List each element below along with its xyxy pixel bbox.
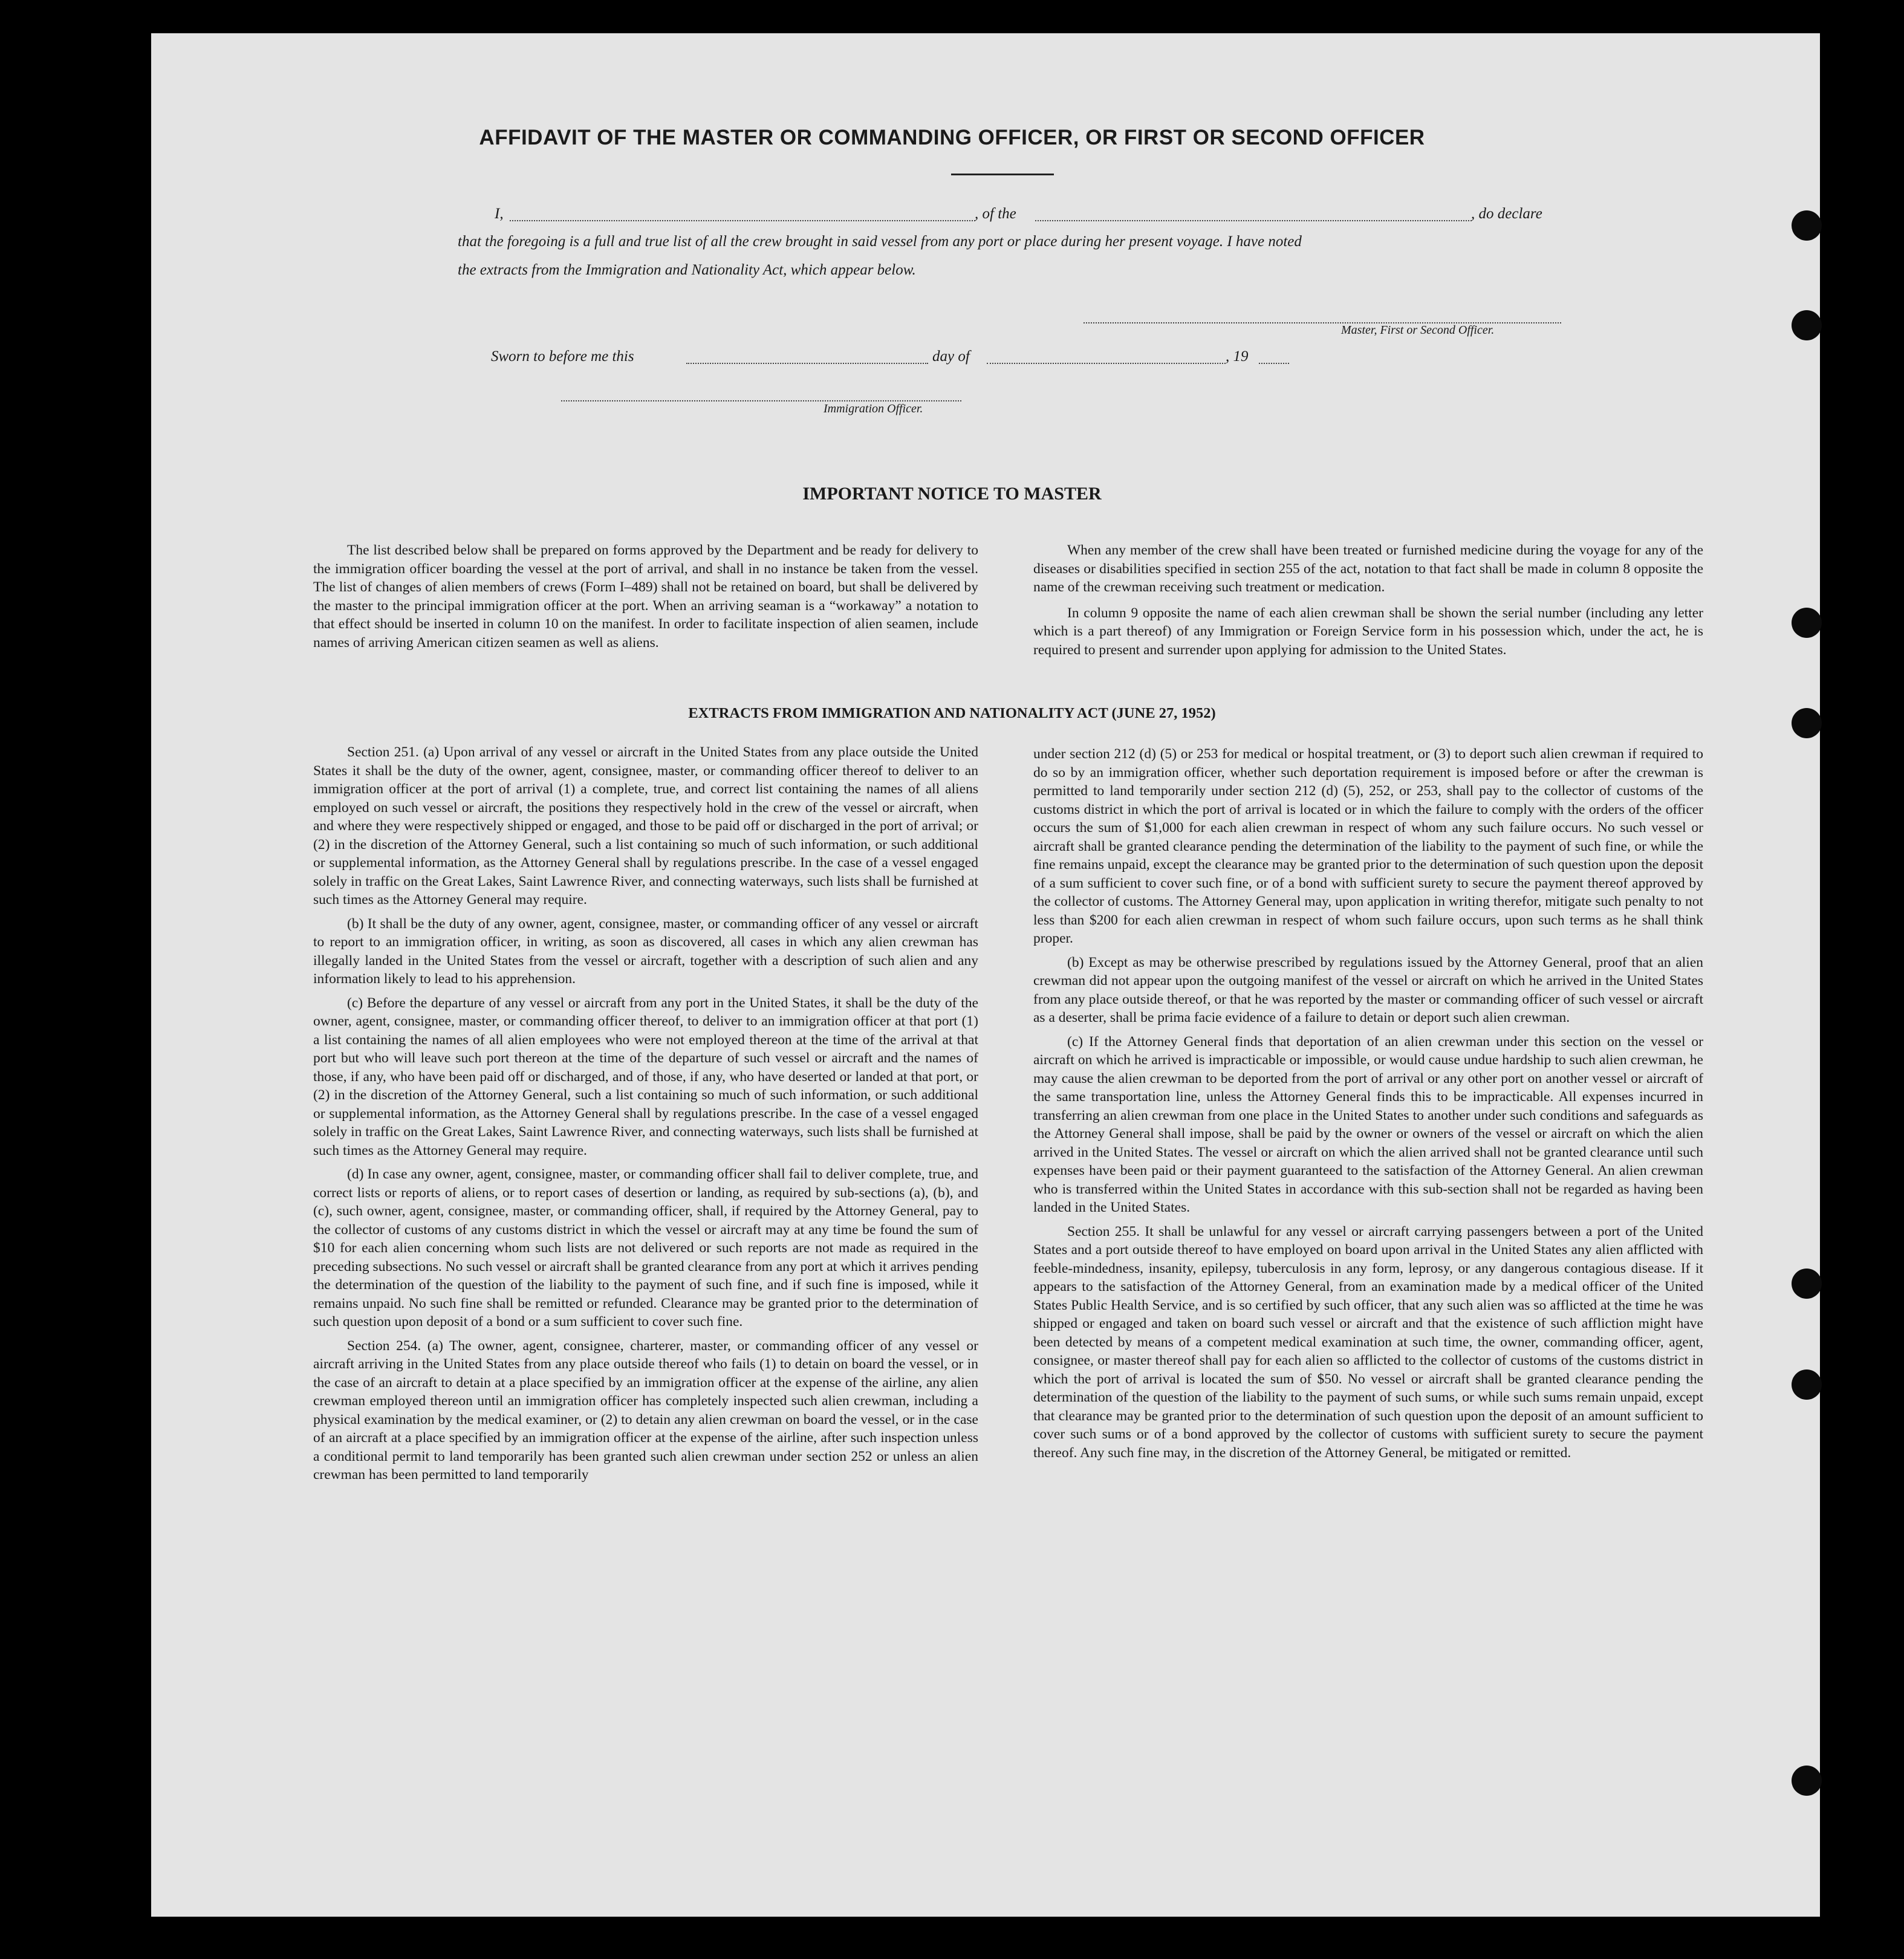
form-title: AFFIDAVIT OF THE MASTER OR COMMANDING OFFICER, OR FIRST OR SECOND OFFICER bbox=[479, 126, 1425, 149]
day-of-label: day of bbox=[932, 348, 970, 365]
punch-hole-7 bbox=[1792, 1766, 1822, 1796]
vessel-name-field[interactable] bbox=[1035, 220, 1472, 221]
notice-left-column bbox=[313, 541, 978, 652]
section-254-c: (c) If the Attorney General finds that deportation of an alien crewman under this section on the vessel or aircraft on which he arrived is impracticable or impossible, or would cause undue hardship to such alien crewman, he may cause the alien crewman to be deported from the port of arrival or any other port on another vessel or aircraft of the same transportation line, unless the Attorney General finds this to be impracticable. All expenses incurred in transferring an alien crewman from one place in the United States to another under such conditions and safeguards as the Attorney General shall impose, shall be paid by the owner or owners of the vessel or aircraft on which the alien arrived in the United States. The vessel or aircraft on which the alien arrived shall not be granted clearance until such expenses have been paid or their payment guaranteed to the satisfaction of the Attorney General. An alien crewman who is transferred within the United States in accordance with this sub-section shall not be regarded as having been landed in the United States. bbox=[1033, 1033, 1703, 1215]
sworn-month-field[interactable] bbox=[987, 363, 1226, 364]
declaration-statement-line-2: the extracts from the Immigration and Nationality Act, which appear below. bbox=[458, 262, 916, 278]
notice-right-paragraph-1: When any member of the crew shall have been treated or furnished medicine during the voyage for any of the diseases or disabilities specified in section 255 of the act, notation to that fact shall be made in column 8 opposite the name of the crewman receiving such treatment or medication. bbox=[1033, 542, 1703, 595]
declarant-name-field[interactable] bbox=[510, 220, 975, 221]
notice-right-paragraph-2: In column 9 opposite the name of each alien crewman shall be shown the serial number (including any letter which is a part thereof) of any Immigration or Foreign Service form in his possession which, under the act, he is required to present and surrender upon applying for admission to the United States. bbox=[1033, 605, 1703, 658]
section-255: Section 255. It shall be unlawful for any vessel or aircraft carrying passengers between a port of the United States and a port outside thereof to have employed on board upon arrival in the United States any alien afflicted with feeble-mindedness, insanity, epilepsy, tuberculosis in any form, leprosy, or any dangerous contagious disease. If it appears to the satisfaction of the Attorney General, from an examination made by a medical officer of the United States Public Health Service, and is so certified by such officer, that any such alien was so afflicted at the time he was shipped or engaged and taken on board such vessel or aircraft and that the existence of such affliction might have been detected by means of a competent medical examination at such time, the owner, commanding officer, agent, consignee, or master thereof shall pay for each alien so afflicted to the collector of customs of the customs district in which the port of arrival is located the sum of $50. No vessel or aircraft shall be granted clearance pending the determination of the question of the liability to the payment of such sums, or while such sums remain unpaid, except that clearance may be granted prior to the determination of such question upon the deposit of an amount sufficient to cover such sums or of a bond approved by the collector of customs with sufficient surety to secure the payment thereof. Any such fine may, in the discretion of the Attorney General, be mitigated or remitted. bbox=[1033, 1223, 1703, 1461]
officer-caption: Immigration Officer. bbox=[824, 402, 923, 415]
punch-hole-6 bbox=[1792, 1369, 1822, 1400]
master-caption: Master, First or Second Officer. bbox=[1341, 323, 1495, 337]
year-label: , 19 bbox=[1226, 348, 1249, 365]
notice-left-paragraph: The list described below shall be prepared on forms approved by the Department and be ready for delivery to the immigration officer boarding the vessel at the port of arrival, and shall in no instance be taken from the vessel. The list of changes of alien members of crews (Form I–489) shall not be retained on board, but shall be delivered by the master to the principal immigration officer at the port. When an arriving seaman is a “workaway” a notation to that effect should be inserted in column 10 on the manifest. In order to facilitate inspection of alien seamen, include names of arriving American citizen seamen as well as aliens. bbox=[313, 542, 978, 651]
punch-hole-2 bbox=[1792, 310, 1822, 340]
of-the-label: , of the bbox=[975, 206, 1016, 222]
sworn-label: Sworn to before me this bbox=[491, 348, 634, 365]
punch-hole-1 bbox=[1792, 210, 1822, 241]
sworn-day-field[interactable] bbox=[686, 363, 928, 364]
extracts-right-column bbox=[1033, 745, 1703, 1462]
notice-heading: IMPORTANT NOTICE TO MASTER bbox=[802, 484, 1102, 504]
section-251-d: (d) In case any owner, agent, consignee, master, or commanding officer shall fail to deliver complete, true, and correct lists or reports of aliens, or to report cases of desertion or landing, as required by sub-sections (a), (b), and (c), such owner, agent, consignee, master, or commanding officer, shall, if required by the Attorney General, pay to the collector of customs of any customs district in which the vessel or aircraft may at any time be found the sum of $10 for each alien concerning whom such lists are not delivered or such reports are not made as required in the preceding subsections. No such vessel or aircraft shall be granted clearance from any port at which it arrives pending the determination of the question of the liability to the payment of such fine, and if such fine is imposed, while it remains unpaid. No such fine shall be remitted or refunded. Clearance may be granted prior to the determination of such question upon deposit of a bond or a sum sufficient to cover such fine. bbox=[313, 1166, 978, 1330]
section-254-b: (b) Except as may be otherwise prescribed by regulations issued by the Attorney General, proof that an alien crewman did not appear upon the outgoing manifest of the vessel or aircraft on which he arrived in the United States from any place outside thereof, or that he was reported by the master or commanding officer of such vessel or aircraft as a deserter, shall be prima facie evidence of a failure to detain or deport such alien crewman. bbox=[1033, 954, 1703, 1025]
extracts-heading: EXTRACTS FROM IMMIGRATION AND NATIONALITY ACT (JUNE 27, 1952) bbox=[688, 705, 1216, 721]
officer-signature-field[interactable] bbox=[561, 400, 961, 401]
notice-right-column bbox=[1033, 541, 1703, 659]
sworn-year-field[interactable] bbox=[1259, 363, 1289, 364]
extracts-left-column bbox=[313, 743, 978, 1484]
section-254-a-continued: under section 212 (d) (5) or 253 for medical or hospital treatment, or (3) to deport such alien crewman if required to do so by an immigration officer, whether such deportation requirement is imposed before or after the crewman is permitted to land temporarily under section 212 (d) (5), 252, or 253, shall pay to the collector of customs of the customs district in which the port of arrival is located or in which the failure to comply with the orders of the officer occurs the sum of $1,000 for each alien crewman in respect of whom any such failure occurs. No such vessel or aircraft shall be granted clearance pending the determination of the liability to the payment of such fine, or while the fine remains unpaid, except the clearance may be granted prior to the determination of such question upon the deposit of a sum sufficient to cover such fine, or of a bond with sufficient surety to secure the payment thereof approved by the collector of customs. The Attorney General may, upon application in writing therefor, mitigate such penalty to not less than $200 for each alien crewman in respect of whom such failure occurs, upon such terms as he shall think proper. bbox=[1033, 746, 1703, 946]
declaration-statement-line-1: that the foregoing is a full and true list of all the crew brought in said vessel from any port or place during her present voyage. I have noted bbox=[458, 233, 1302, 250]
section-251-b: (b) It shall be the duty of any owner, agent, consignee, master, or commanding officer of any vessel or aircraft to report to an immigration officer, in writing, as soon as discovered, all cases in which any alien crewman has illegally landed in the United States from the vessel or aircraft, together with a description of such alien and any information likely to lead to his apprehension. bbox=[313, 915, 978, 987]
punch-hole-5 bbox=[1792, 1269, 1822, 1299]
section-251-c: (c) Before the departure of any vessel or aircraft from any port in the United States, it shall be the duty of the owner, agent, consignee, master, or commanding officer thereof, to deliver to an immigration officer at that port (1) a list containing the names of all alien employees who were not employed thereon at the time of the arrival at that port but who will leave such port thereon at the time of the departure of such vessel or aircraft and the names of those, if any, who have been paid off or discharged, and of those, if any, who have deserted or landed at that port, or (2) in the discretion of the Attorney General, such a list containing so much of such information, or such additional or supplemental information, as the Attorney General shall by regulations prescribe. In the case of a vessel engaged solely in traffic on the Great Lakes, Saint Lawrence River, and connecting waterways, such lists shall be furnished at such times as the Attorney General may require. bbox=[313, 995, 978, 1158]
section-254-a: Section 254. (a) The owner, agent, consignee, charterer, master, or commanding officer of any vessel or aircraft arriving in the United States from any place outside thereof who fails (1) to detain on board the vessel, or in the case of an aircraft to detain at a place specified by an immigration officer at the expense of the airline, any alien crewman employed thereon until an immigration officer has completely inspected such alien crewman, including a physical examination by the medical examiner, or (2) to detain any alien crewman on board the vessel, or in the case of an aircraft at a place specified by an immigration officer at the expense of the airline, after such inspection unless a conditional permit to land temporarily has been granted such alien crewman under section 252 or unless an alien crewman has been permitted to land temporarily bbox=[313, 1337, 978, 1483]
title-underline bbox=[951, 174, 1054, 175]
i-label: I, bbox=[495, 206, 504, 222]
section-251-a: Section 251. (a) Upon arrival of any vessel or aircraft in the United States from any place outside the United States it shall be the duty of the owner, agent, consignee, master, or commanding officer thereof to deliver to an immigration officer at the port of arrival (1) a complete, true, and correct list containing the names of all aliens employed on such vessel or aircraft, the positions they respectively hold in the crew of the vessel or aircraft, when and where they were respectively shipped or engaged, and those to be paid off or discharged in the port of arrival; or (2) in the discretion of the Attorney General, such a list containing so much of such information, or such additional or supplemental information, as the Attorney General shall by regulations prescribe. In the case of a vessel engaged solely in traffic on the Great Lakes, Saint Lawrence River, and connecting waterways, such lists shall be furnished at such times as the Attorney General may require. bbox=[313, 744, 978, 908]
punch-hole-3 bbox=[1792, 608, 1822, 638]
do-declare-label: , do declare bbox=[1471, 206, 1542, 222]
